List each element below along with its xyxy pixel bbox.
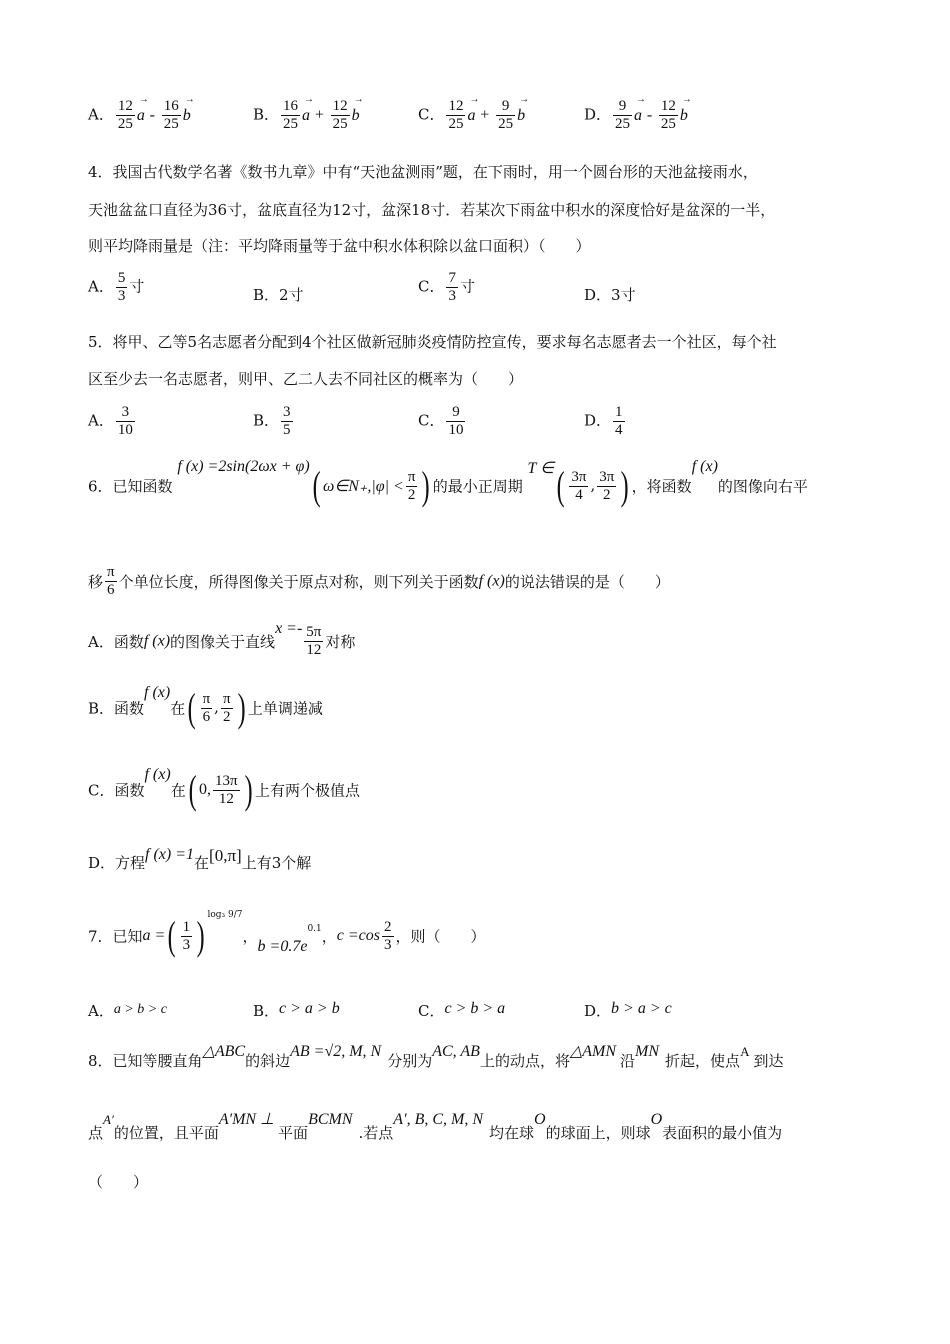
option-label: B． [253,105,280,124]
q4-option-b: B．2寸 [253,286,304,304]
paren-close: ) [237,685,246,730]
q6-stem-line-1: 6．已知函数 f (x) =2sin(2ωx + φ)( ω∈N₊,|φ| < $\frac{\pi}{2}$ ) 的最小正周期 T ∈( $\frac{3\pi}{4}$ , $\frac{3\pi}{2}$ ) ，将函数f (x)的图像向右平 [88,458,808,508]
operator: + [314,106,324,124]
vector-b: b → [183,107,191,125]
option-label: A． [88,105,114,124]
fraction: $\frac{3}{5}$ [283,404,291,438]
q5-line-1: 5．将甲、乙等5名志愿者分配到4个社区做新冠肺炎疫情防控宣传，要求每名志愿者去一个社区，每个社 [88,333,777,351]
paren-open: ( [556,463,565,508]
exponent: log₃ 9/7 [207,910,243,920]
fraction: $\frac{7}{3}$ [448,270,456,304]
paren-close: ) [422,463,431,508]
fraction: $\frac{\pi}{6}$ [107,564,115,598]
q3-option-d [584,98,688,133]
fraction: $\frac{9}{25}$ [615,98,631,132]
q7-option-c: C．c > b > a [418,1000,506,1020]
q7-option-d: D．b > a > c [584,1000,672,1020]
q3-option-b [253,98,360,133]
fraction: $\frac{9}{10}$ [448,404,464,438]
fraction: $\frac{2}{3}$ [384,918,392,953]
q4-line-3: 则平均降雨量是（注：平均降雨量等于盆中积水体积除以盆口面积）（ ） [88,237,591,255]
paren-open: ( [312,463,321,508]
q7-stem: 7．已知a =( $\frac{1}{3}$ ) $^{log_3 9/7}$，$b =0.7e^{0.1}$，c =cos $\frac{2}{3}$ ，则（ ） [88,910,486,958]
operator: - [149,106,155,124]
q4-line-1: 4．我国古代数学名著《数书九章》中有“天池盆测雨”题，在下雨时，用一个圆台形的天池盆接雨水， [88,163,758,181]
q6-stem-line-2: 移 $\frac{\pi}{6}$ 个单位长度，所得图像关于原点对称，则下列关于函数f (x)的说法错误的是（ ） [88,564,670,598]
q8-answer-paren: （ ） [88,1173,149,1191]
q4-option-d: D．3寸 [584,286,636,304]
q3-option-c [418,98,525,133]
q5-option-b: B． $\frac{3}{5}$ [253,404,291,438]
q6-option-d: D．方程f (x) =1在[0,π]上有3个解 [88,846,312,872]
q5-option-d: D． $\frac{1}{4}$ [584,404,623,438]
q4-line-2: 天池盆盆口直径为36寸，盆底直径为12寸，盆深18寸．若某次下雨盆中积水的深度恰好是盆深的一半， [88,201,776,219]
fraction: $\frac{5\pi}{12}$ [306,624,322,658]
q5-option-a: A． $\frac{3}{10}$ [88,404,133,438]
q6-function: f (x) =2sin(2ωx + φ) [177,458,310,475]
vector-a: a → [467,107,475,125]
q5-option-c: C． $\frac{9}{10}$ [418,404,464,438]
fraction: $\frac{3\pi}{2}$ [599,468,615,503]
paren-close: ) [621,463,630,508]
paren-open: ( [168,913,177,958]
fraction: $\frac{16}{25}$ [283,98,299,132]
fraction: $\frac{1}{3}$ [182,918,191,953]
option-label: C． [418,105,445,124]
operator: + [480,106,490,124]
fraction: $\frac{16}{25}$ [163,98,179,132]
fraction: $\frac{12}{25}$ [660,98,676,132]
q7-option-b: B．c > a > b [253,1000,340,1020]
fraction: $\frac{13\pi}{12}$ [215,772,238,807]
fraction: $\frac{3}{10}$ [117,404,133,438]
vector-a: a → [137,107,145,125]
fraction: $\frac{12}{25}$ [448,98,464,132]
operator: - [646,106,653,124]
q8-stem-line-2: 点A′的位置，且平面A′MN ⊥平面BCMN.若点A′, B, C, M, N均在球O的球面上，则球O表面积的最小值为 [88,1111,783,1142]
paren-close: ) [244,767,253,812]
q4-option-a: A． $\frac{5}{3}$ 寸 [88,270,145,304]
fraction: $\frac{3\pi}{4}$ [571,468,587,503]
q4-option-c: C． $\frac{7}{3}$ 寸 [418,270,475,304]
q3-option-a [88,98,191,133]
vector-b: b → [680,107,688,125]
fraction: $\frac{\pi}{2}$ [407,468,416,503]
vector-b: b → [352,107,360,125]
paren-open: ( [187,685,196,730]
paren-close: ) [196,913,205,958]
exponent: 0.1 [307,924,322,934]
fraction: $\frac{12}{25}$ [117,98,133,132]
option-label: D． [584,105,612,124]
q7-option-a: A．a > b > c [88,1002,167,1020]
fraction: $\frac{1}{4}$ [615,404,623,438]
vector-a: a → [302,107,310,125]
q6-option-b: B．函数f (x)在( $\frac{\pi}{6}$ , $\frac{\pi}{2}$ ) 上单调递减 [88,684,323,730]
q8-stem-line-1: 8．已知等腰直角△ABC的斜边AB =√2, M, N分别为AC, AB上的动点，将△AMN沿MN折起，使点A到达 [88,1043,784,1070]
q6-option-a: A．函数f (x)的图像关于直线x =- $\frac{5\pi}{12}$ 对称 [88,620,356,658]
fraction: $\frac{9}{25}$ [498,98,514,132]
fraction: $\frac{\pi}{6}$ [202,690,211,725]
fraction: $\frac{5}{3}$ [117,270,126,304]
fraction: $\frac{12}{25}$ [332,98,348,132]
vector-b: b → [517,107,525,125]
vector-a: a → [634,107,642,125]
paren-open: ( [188,767,197,812]
q5-line-2: 区至少去一名志愿者，则甲、乙二人去不同社区的概率为（ ） [88,370,524,388]
q6-option-c: C．函数f (x)在( 0, $\frac{13\pi}{12}$ ) 上有两个极值点 [88,766,360,812]
fraction: $\frac{\pi}{2}$ [222,690,231,725]
